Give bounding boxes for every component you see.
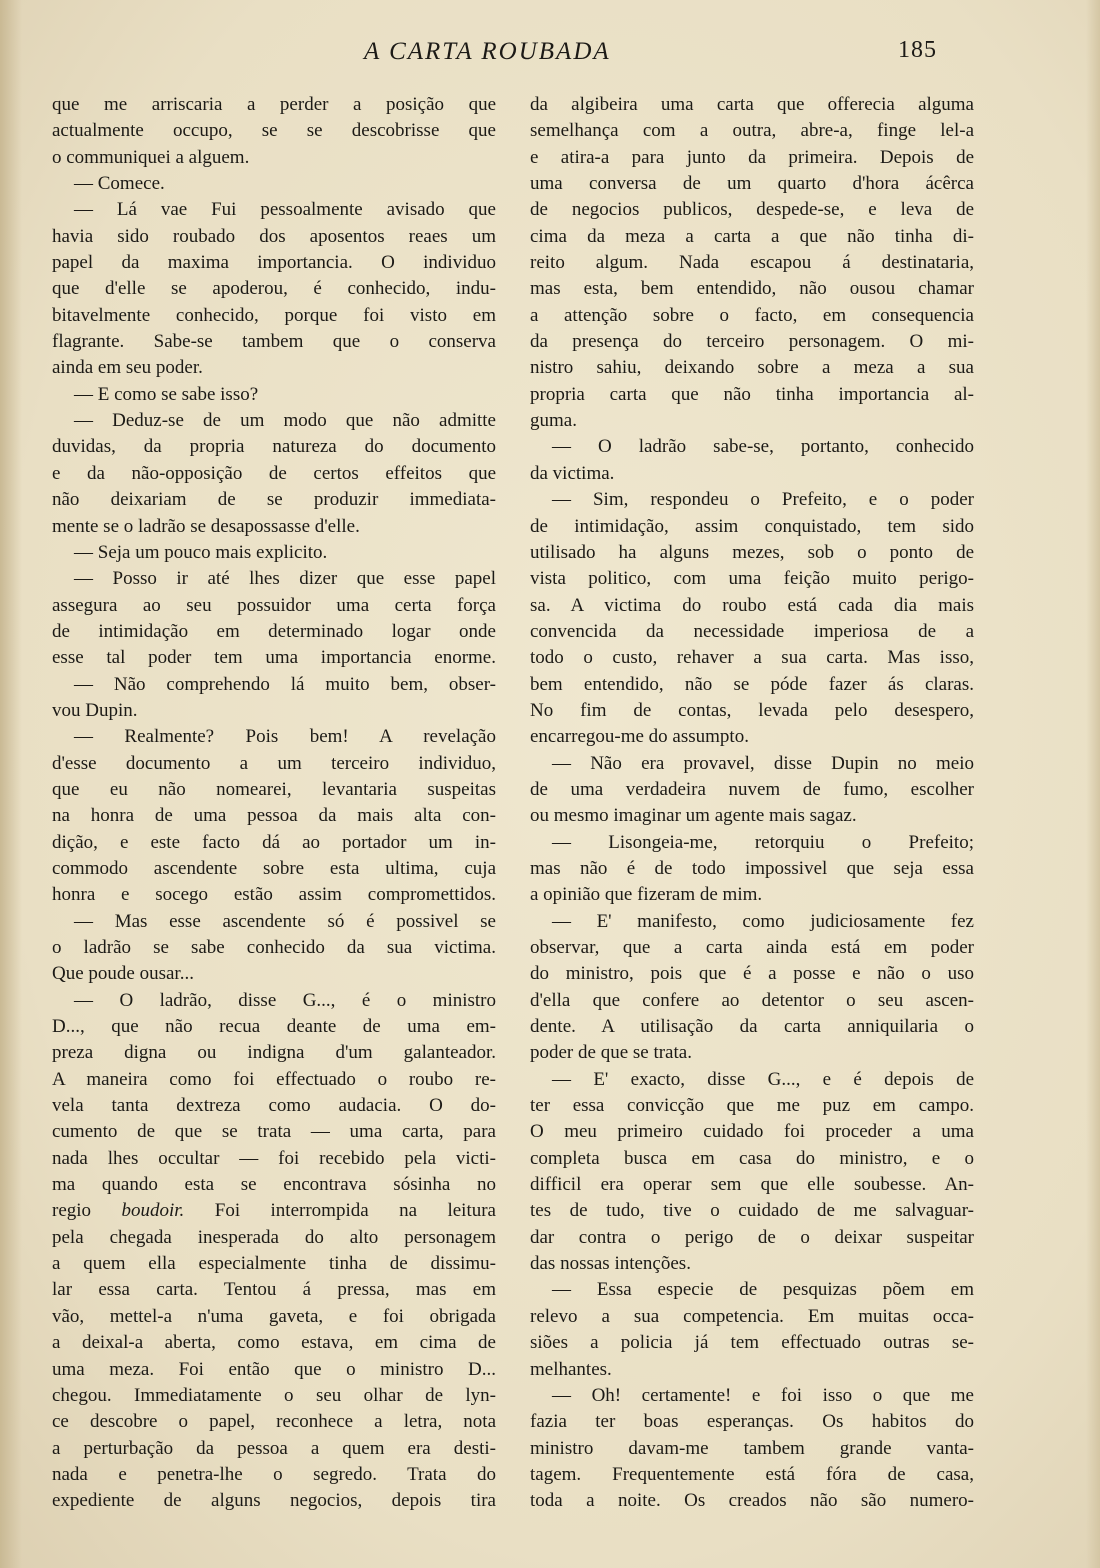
text-line: a opinião que fizeram de mim. bbox=[530, 884, 763, 906]
text-line: chegou. Immediatamente o seu olhar de lyn- bbox=[52, 1384, 496, 1406]
text-line: — Deduz-se de um modo que não admitte bbox=[74, 410, 496, 432]
text-line: papel da maxima importancia. O individuo bbox=[52, 252, 496, 274]
text-line: bitavelmente conhecido, porque foi visto em bbox=[52, 304, 496, 326]
text-line: Que poude ousar... bbox=[52, 963, 194, 985]
text-line: tes de tudo, tive o cuidado de me salvaguar- bbox=[530, 1200, 974, 1222]
text-line: A maneira como foi effectuado o roubo re- bbox=[52, 1068, 496, 1090]
text-line: d'ella que confere ao detentor o seu ascen- bbox=[530, 989, 974, 1011]
text-line: poder de que se trata. bbox=[530, 1042, 692, 1064]
text-line: bem entendido, não se póde fazer ás claras. bbox=[530, 673, 974, 695]
text-line: observar, que a carta ainda está em poder bbox=[530, 937, 974, 958]
page-number: 185 bbox=[898, 37, 937, 63]
text-line: do ministro, pois que é a posse e não o uso bbox=[530, 963, 974, 985]
text-line: guma. bbox=[530, 410, 577, 432]
text-line: — Posso ir até lhes dizer que esse papel bbox=[74, 568, 496, 590]
text-line: relevo a sua competencia. Em muitas occa- bbox=[530, 1305, 974, 1327]
text-line: dar contra o perigo de o deixar suspeitar bbox=[530, 1226, 974, 1248]
text-line: — Sim, respondeu o Prefeito, e o poder bbox=[552, 489, 974, 511]
text-line: — O ladrão, disse G..., é o ministro bbox=[74, 989, 496, 1011]
text-line: siões a policia já tem effectuado outras se- bbox=[530, 1332, 974, 1354]
text-line: semelhança com a outra, abre-a, finge lel-a bbox=[530, 120, 974, 142]
text-line: vão, mettel-a n'uma gaveta, e foi obrigada bbox=[52, 1305, 496, 1327]
text-line: duvidas, da propria natureza do documento bbox=[52, 436, 496, 458]
text-line: cima da meza a carta a que não tinha di- bbox=[530, 225, 974, 247]
text-line: honra e socego estão assim compromettidos. bbox=[52, 884, 496, 906]
text-line: ministro davam-me tambem grande vanta- bbox=[530, 1437, 974, 1459]
text-line: — Não era provavel, disse Dupin no meio bbox=[552, 752, 974, 774]
text-line: vou Dupin. bbox=[52, 699, 138, 721]
text-line: o ladrão se sabe conhecido da sua victima. bbox=[52, 937, 496, 958]
text-line: mas esta, bem entendido, não ousou chamar bbox=[530, 278, 974, 300]
text-line: actualmente occupo, se se descobrisse que bbox=[52, 120, 496, 142]
text-line: todo o custo, rehaver a sua carta. Mas isso, bbox=[530, 647, 974, 669]
text-line: — O ladrão sabe-se, portanto, conhecido bbox=[552, 436, 974, 458]
text-line: utilisado ha alguns mezes, sob o ponto de bbox=[530, 541, 974, 563]
text-line: ma quando esta se encontrava sósinha no bbox=[52, 1174, 496, 1196]
text-line: encarregou-me do assumpto. bbox=[530, 726, 749, 748]
text-line: flagrante. Sabe-se tambem que o conserva bbox=[52, 331, 496, 353]
text-line: commodo ascendente sobre esta ultima, cuja bbox=[52, 857, 496, 879]
text-line: nada lhes occultar — foi recebido pela victi- bbox=[52, 1147, 496, 1169]
text-line: das nossas intenções. bbox=[530, 1253, 691, 1275]
text-line: havia sido roubado dos aposentos reaes um bbox=[52, 225, 496, 247]
text-line: uma meza. Foi então que o ministro D... bbox=[52, 1358, 496, 1380]
text-line: — Não comprehendo lá muito bem, obser- bbox=[74, 673, 496, 695]
text-line: ainda em seu poder. bbox=[52, 357, 203, 379]
text-line: da presença do terceiro personagem. O mi- bbox=[530, 331, 974, 353]
text-line: D..., que não recua deante de uma em- bbox=[52, 1016, 496, 1038]
text-line: — Comece. bbox=[74, 173, 165, 195]
text-line: — Lá vae Fui pessoalmente avisado que bbox=[74, 199, 496, 221]
text-line: que eu não nomearei, levantaria suspeitas bbox=[52, 778, 496, 800]
text-line: a perturbação da pessoa a quem era desti- bbox=[52, 1437, 496, 1459]
text-line: uma conversa de um quarto d'hora ácêrca bbox=[530, 173, 974, 195]
text-line: ce descobre o papel, reconhece a letra, nota bbox=[52, 1411, 496, 1433]
left-text-column bbox=[52, 92, 496, 1515]
text-line: dição, e este facto dá ao portador um in- bbox=[52, 831, 496, 853]
text-line: — Oh! certamente! e foi isso o que me bbox=[552, 1384, 974, 1406]
text-line: sa. A victima do roubo está cada dia mais bbox=[530, 594, 974, 616]
text-line: reito algum. Nada escapou á destinataria, bbox=[530, 252, 974, 274]
text-line: No fim de contas, levada pelo desespero, bbox=[530, 699, 974, 721]
text-line: de negocios publicos, despede-se, e leva de bbox=[530, 199, 974, 221]
text-line: que me arriscaria a perder a posição que bbox=[52, 94, 496, 115]
text-line: de intimidação, assim conquistado, tem sido bbox=[530, 515, 974, 537]
text-line: preza digna ou indigna d'um galanteador. bbox=[52, 1042, 496, 1064]
text-line: esse tal poder tem uma importancia enorme. bbox=[52, 647, 496, 669]
text-line: dente. A utilisação da carta anniquilaria o bbox=[530, 1016, 974, 1038]
text-line: vista politico, com uma feição muito perigo- bbox=[530, 568, 974, 590]
text-line: difficil era operar sem que elle soubesse. An- bbox=[530, 1174, 974, 1196]
text-line: propria carta que não tinha importancia al- bbox=[530, 383, 974, 405]
right-text-column bbox=[530, 92, 974, 1515]
text-line: a attenção sobre o facto, em consequencia bbox=[530, 304, 974, 326]
text-line: pela chegada inesperada do alto personagem bbox=[52, 1226, 496, 1248]
text-line: nistro sahiu, deixando sobre a meza a sua bbox=[530, 357, 974, 379]
text-line: convencida da necessidade imperiosa de a bbox=[530, 620, 974, 642]
text-line: a quem ella especialmente tinha de dissimu- bbox=[52, 1253, 496, 1275]
text-line: da victima. bbox=[530, 462, 615, 484]
text-line: — Realmente? Pois bem! A revelação bbox=[74, 726, 496, 748]
text-line: — Lisongeia-me, retorquiu o Prefeito; bbox=[552, 831, 974, 853]
text-line: de uma verdadeira nuvem de fumo, escolher bbox=[530, 778, 974, 800]
text-line: lar essa carta. Tentou á pressa, mas em bbox=[52, 1279, 496, 1301]
text-line: mente se o ladrão se desapossasse d'elle. bbox=[52, 515, 360, 537]
text-line: cumento de que se trata — uma carta, para bbox=[52, 1121, 496, 1143]
text-line: ter essa convicção que me puz em campo. bbox=[530, 1095, 974, 1117]
text-line: O meu primeiro cuidado foi proceder a uma bbox=[530, 1121, 974, 1143]
text-line: da algibeira uma carta que offerecia alguma bbox=[530, 94, 974, 115]
text-line: fazia ter boas esperanças. Os habitos do bbox=[530, 1411, 974, 1433]
text-line: — E' manifesto, como judiciosamente fez bbox=[552, 910, 974, 932]
text-line: não deixariam de se produzir immediata- bbox=[52, 489, 496, 511]
text-line: mas não é de todo impossivel que seja essa bbox=[530, 857, 974, 879]
text-line: a deixal-a aberta, como estava, em cima de bbox=[52, 1332, 496, 1354]
text-line: na honra de uma pessoa da mais alta con- bbox=[52, 805, 496, 827]
text-line: o communiquei a alguem. bbox=[52, 146, 250, 168]
text-line: ou mesmo imaginar um agente mais sagaz. bbox=[530, 805, 857, 827]
text-line: expediente de alguns negocios, depois tira bbox=[52, 1490, 496, 1512]
text-line: regio boudoir. Foi interrompida na leitura bbox=[52, 1200, 496, 1222]
text-line: completa busca em casa do ministro, e o bbox=[530, 1147, 974, 1169]
text-line: e da não-opposição de certos effeitos que bbox=[52, 462, 496, 484]
text-line: e atira-a para junto da primeira. Depois de bbox=[530, 146, 974, 168]
text-line: toda a noite. Os creados não são numero- bbox=[530, 1490, 974, 1512]
text-line: — Essa especie de pesquizas põem em bbox=[552, 1279, 974, 1301]
text-line: de intimidação em determinado logar onde bbox=[52, 620, 496, 642]
text-line: — E' exacto, disse G..., e é depois de bbox=[552, 1068, 974, 1090]
running-head-title: A CARTA ROUBADA bbox=[364, 38, 611, 65]
text-line: melhantes. bbox=[530, 1358, 612, 1380]
text-line: — Mas esse ascendente só é possivel se bbox=[74, 910, 496, 932]
text-line: — E como se sabe isso? bbox=[74, 383, 259, 405]
text-line: d'esse documento a um terceiro individuo, bbox=[52, 752, 496, 774]
text-line: nada e penetra-lhe o segredo. Trata do bbox=[52, 1463, 496, 1485]
text-line: assegura ao seu possuidor uma certa força bbox=[52, 594, 496, 616]
text-line: — Seja um pouco mais explicito. bbox=[74, 541, 328, 563]
text-line: vela tanta dextreza como audacia. O do- bbox=[52, 1095, 496, 1117]
text-line: que d'elle se apoderou, é conhecido, indu- bbox=[52, 278, 496, 300]
text-line: tagem. Frequentemente está fóra de casa, bbox=[530, 1463, 974, 1485]
